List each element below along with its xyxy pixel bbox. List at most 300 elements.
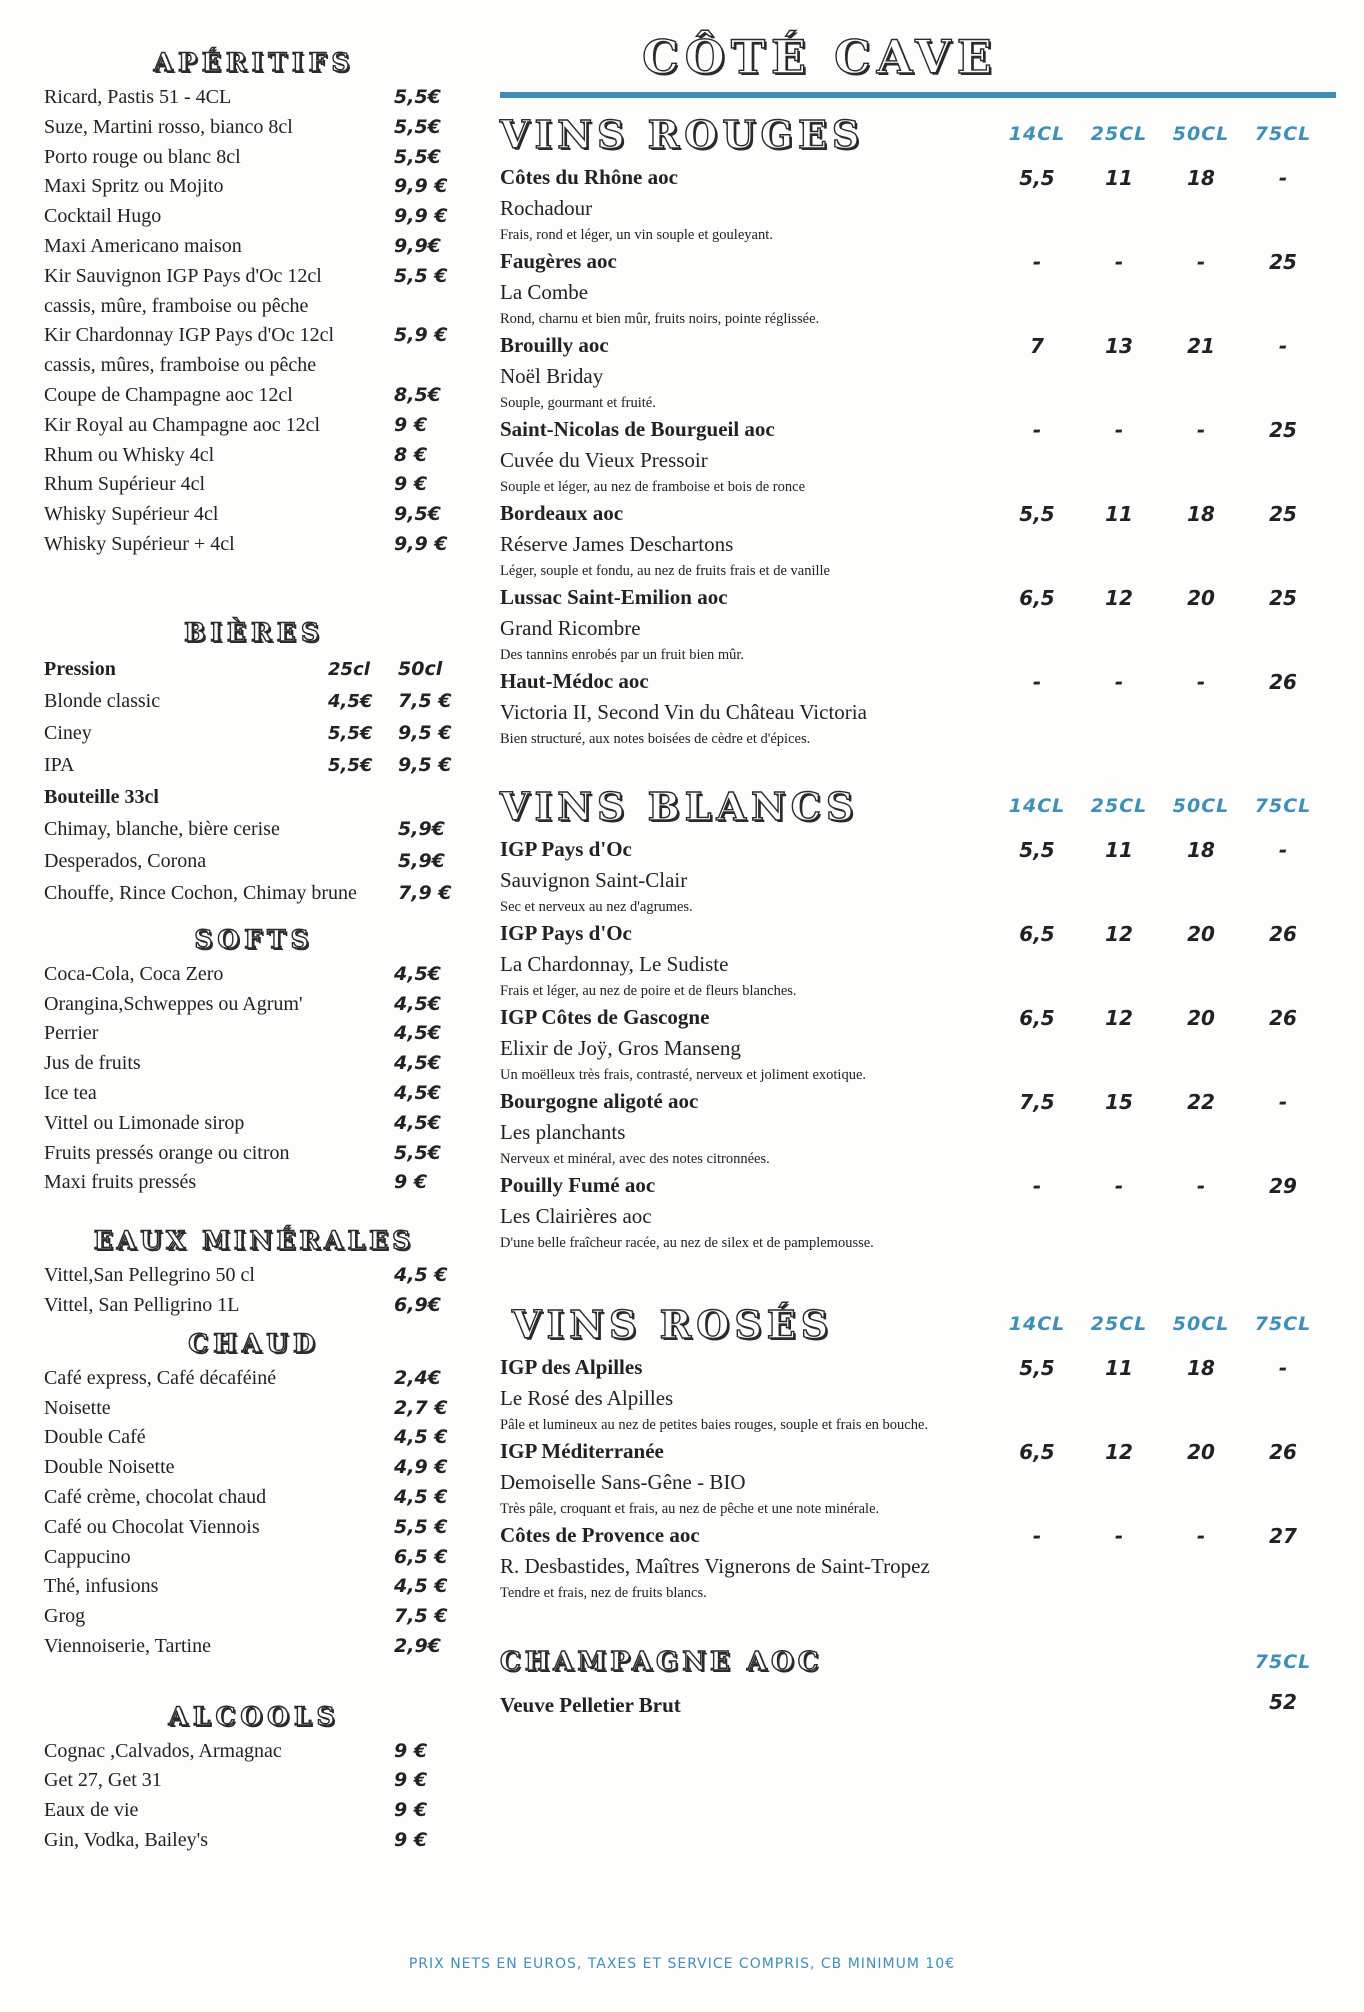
item-name: Grog bbox=[44, 1605, 86, 1628]
item-price: 5,5 € bbox=[394, 1515, 448, 1538]
menu-item bbox=[44, 1019, 464, 1049]
item-price: 2,7 € bbox=[394, 1396, 448, 1419]
wine-price: 5,5 bbox=[1019, 502, 1055, 526]
wine-cuvee: Elixir de Joÿ, Gros Manseng bbox=[500, 1036, 741, 1060]
wine-appellation: Brouilly aoc bbox=[500, 333, 609, 357]
wine-price: 7 bbox=[1030, 334, 1044, 358]
item-name: Kir Royal au Champagne aoc 12cl bbox=[44, 413, 321, 436]
champagne-item bbox=[500, 1690, 1336, 1726]
champagne-prices bbox=[996, 1690, 1336, 1714]
item-price: 9,9€ bbox=[394, 234, 441, 257]
wine-price: 12 bbox=[1105, 586, 1133, 610]
item-name: Cocktail Hugo bbox=[44, 205, 162, 228]
wine-price: 25 bbox=[1269, 418, 1297, 442]
wine-item bbox=[500, 162, 1336, 246]
wine-prices bbox=[996, 166, 1336, 190]
menu-item bbox=[44, 83, 464, 113]
wine-price: - bbox=[1278, 334, 1288, 358]
rouges-list bbox=[500, 162, 1336, 750]
wine-price: - bbox=[1114, 1174, 1124, 1198]
item-name: Kir Chardonnay IGP Pays d'Oc 12cl bbox=[44, 324, 335, 347]
wine-item bbox=[500, 918, 1336, 1002]
beer-pression-header bbox=[44, 653, 464, 685]
beer-price: 5,9€ bbox=[398, 849, 445, 872]
menu-item bbox=[44, 321, 464, 351]
wine-price: 6,5 bbox=[1019, 1440, 1055, 1464]
menu-item bbox=[44, 1543, 464, 1573]
eaux-list bbox=[44, 1261, 464, 1321]
item-price: 9,9 € bbox=[394, 175, 448, 198]
item-price: 9 € bbox=[394, 1829, 428, 1852]
wine-item bbox=[500, 582, 1336, 666]
wine-price: - bbox=[1196, 250, 1206, 274]
wine-price: 12 bbox=[1105, 1440, 1133, 1464]
item-price: 4,5 € bbox=[394, 1575, 448, 1598]
wine-description: Nerveux et minéral, avec des notes citronnées. bbox=[500, 1151, 770, 1167]
menu-item bbox=[44, 441, 464, 471]
wine-cuvee: Le Rosé des Alpilles bbox=[500, 1386, 674, 1410]
item-price: 9 € bbox=[394, 473, 428, 496]
wine-price: 25 bbox=[1269, 502, 1297, 526]
item-name: Rhum Supérieur 4cl bbox=[44, 473, 206, 496]
item-price: 5,5€ bbox=[394, 1141, 441, 1164]
wine-appellation: Faugères aoc bbox=[500, 249, 617, 273]
item-price: 9 € bbox=[394, 1799, 428, 1822]
menu-item bbox=[44, 1483, 464, 1513]
item-price: 4,5€ bbox=[394, 992, 441, 1015]
wine-prices bbox=[996, 1174, 1336, 1198]
menu-item bbox=[44, 1109, 464, 1139]
item-price: 5,5€ bbox=[394, 115, 441, 138]
bouteille-list bbox=[44, 813, 464, 909]
roses-list bbox=[500, 1352, 1336, 1604]
menu-item bbox=[44, 232, 464, 262]
item-name: Café express, Café décaféiné bbox=[44, 1366, 277, 1389]
wine-price: 29 bbox=[1269, 1174, 1297, 1198]
wine-price: 11 bbox=[1105, 166, 1133, 190]
bouteille-label: Bouteille 33cl bbox=[44, 785, 159, 808]
menu-item bbox=[44, 411, 464, 441]
item-subline: cassis, mûres, framboise ou pêche bbox=[44, 354, 317, 377]
wine-price: - bbox=[1196, 1174, 1206, 1198]
wine-price: 18 bbox=[1187, 1356, 1215, 1380]
beer-price-50cl: 9,5 € bbox=[398, 753, 452, 776]
wine-description: Des tannins enrobés par un fruit bien mûr. bbox=[500, 647, 745, 663]
wine-appellation: Bordeaux aoc bbox=[500, 501, 624, 525]
wine-description: Bien structuré, aux notes boisées de cèdre et d'épices. bbox=[500, 731, 811, 747]
menu-item bbox=[44, 1766, 464, 1796]
wine-prices bbox=[996, 1356, 1336, 1380]
chaud-list bbox=[44, 1364, 464, 1662]
champagne-title: CHAMPAGNE AOC bbox=[500, 1647, 823, 1677]
beer-item bbox=[44, 877, 464, 909]
menu-item bbox=[44, 1139, 464, 1169]
beer-price-25cl: 5,5€ bbox=[328, 754, 373, 776]
wine-price: 6,5 bbox=[1019, 922, 1055, 946]
wine-appellation: Côtes du Rhône aoc bbox=[500, 165, 678, 189]
item-price: 5,5 € bbox=[394, 264, 448, 287]
beer-price: 5,9€ bbox=[398, 817, 445, 840]
item-price: 4,5€ bbox=[394, 1111, 441, 1134]
wine-item bbox=[500, 666, 1336, 750]
wine-price: 21 bbox=[1187, 334, 1215, 358]
size-75cl: 75CL bbox=[1254, 1313, 1312, 1335]
wine-cuvee: Noël Briday bbox=[500, 364, 604, 388]
wine-description: Tendre et frais, nez de fruits blancs. bbox=[500, 1585, 707, 1601]
item-price: 4,5€ bbox=[394, 1081, 441, 1104]
wine-price: 26 bbox=[1269, 1006, 1297, 1030]
alcools-title: ALCOOLS bbox=[168, 1701, 340, 1731]
bieres-title: BIÈRES bbox=[184, 617, 324, 647]
wine-price: 12 bbox=[1105, 922, 1133, 946]
blancs-header bbox=[500, 778, 1336, 834]
item-name: Viennoiserie, Tartine bbox=[44, 1634, 211, 1657]
menu-item bbox=[44, 1602, 464, 1632]
size-14cl: 14CL bbox=[1008, 1313, 1066, 1335]
item-price: 9,9 € bbox=[394, 532, 448, 555]
wine-appellation: Haut-Médoc aoc bbox=[500, 669, 649, 693]
wine-appellation: IGP Pays d'Oc bbox=[500, 837, 632, 861]
wine-price: - bbox=[1278, 1090, 1288, 1114]
size-25cl: 25CL bbox=[1090, 795, 1148, 817]
beer-name: Blonde classic bbox=[44, 689, 161, 712]
wine-cuvee: Sauvignon Saint-Clair bbox=[500, 868, 688, 892]
wine-price: 11 bbox=[1105, 838, 1133, 862]
wine-prices bbox=[996, 502, 1336, 526]
item-price: 4,5€ bbox=[394, 962, 441, 985]
wine-appellation: IGP Pays d'Oc bbox=[500, 921, 632, 945]
wine-description: Frais et léger, au nez de poire et de fleurs blanches. bbox=[500, 983, 797, 999]
wine-item bbox=[500, 1002, 1336, 1086]
wine-price: 7,5 bbox=[1019, 1090, 1055, 1114]
item-name: Get 27, Get 31 bbox=[44, 1769, 162, 1792]
size-50cl: 50CL bbox=[1172, 795, 1230, 817]
wine-price: 12 bbox=[1105, 1006, 1133, 1030]
wine-price: - bbox=[1278, 166, 1288, 190]
wine-price: 18 bbox=[1187, 502, 1215, 526]
right-column bbox=[500, 30, 1336, 1726]
menu-item bbox=[44, 1394, 464, 1424]
wine-prices bbox=[996, 334, 1336, 358]
softs-title: SOFTS bbox=[194, 924, 314, 954]
wine-price: - bbox=[1032, 1174, 1042, 1198]
wine-price: 20 bbox=[1187, 1440, 1215, 1464]
aperitifs-list bbox=[44, 83, 464, 560]
rouges-sizes bbox=[996, 123, 1336, 145]
wine-price: 26 bbox=[1269, 922, 1297, 946]
item-name: Vittel, San Pelligrino 1L bbox=[44, 1293, 240, 1316]
item-price: 4,5€ bbox=[394, 1022, 441, 1045]
beer-price-50cl: 9,5 € bbox=[398, 721, 452, 744]
wine-price: 22 bbox=[1187, 1090, 1215, 1114]
wine-price: 20 bbox=[1187, 922, 1215, 946]
softs-list bbox=[44, 960, 464, 1198]
item-name: Ice tea bbox=[44, 1081, 97, 1104]
wine-price: 13 bbox=[1105, 334, 1133, 358]
menu-item bbox=[44, 1423, 464, 1453]
wine-price: - bbox=[1114, 418, 1124, 442]
wine-description: Léger, souple et fondu, au nez de fruits frais et de vanille bbox=[500, 563, 830, 579]
wine-price: - bbox=[1114, 250, 1124, 274]
item-price: 2,9€ bbox=[394, 1634, 441, 1657]
menu-item bbox=[44, 1796, 464, 1826]
wine-price: - bbox=[1114, 670, 1124, 694]
wine-price: 5,5 bbox=[1019, 166, 1055, 190]
size-75cl: 75CL bbox=[1254, 795, 1312, 817]
wine-item bbox=[500, 834, 1336, 918]
item-name: Whisky Supérieur + 4cl bbox=[44, 532, 235, 555]
item-name: Fruits pressés orange ou citron bbox=[44, 1141, 290, 1164]
item-name: Café ou Chocolat Viennois bbox=[44, 1515, 260, 1538]
item-price: 5,5€ bbox=[394, 86, 441, 108]
wine-cuvee: Rochadour bbox=[500, 196, 593, 220]
menu-item bbox=[44, 1572, 464, 1602]
menu-item bbox=[44, 1364, 464, 1394]
wine-item bbox=[500, 330, 1336, 414]
champagne-price: 52 bbox=[1269, 1690, 1297, 1714]
alcools-list bbox=[44, 1737, 464, 1856]
wine-cuvee: Les planchants bbox=[500, 1120, 626, 1144]
beer-col2-label: 50cl bbox=[398, 657, 443, 680]
size-14cl: 14CL bbox=[1008, 795, 1066, 817]
beer-price-50cl: 7,5 € bbox=[398, 689, 452, 712]
item-price: 9,5€ bbox=[394, 503, 441, 526]
item-name: Gin, Vodka, Bailey's bbox=[44, 1829, 208, 1852]
wine-price: 6,5 bbox=[1019, 1006, 1055, 1030]
wine-price: - bbox=[1032, 250, 1042, 274]
beer-item bbox=[44, 749, 464, 781]
item-subline: cassis, mûre, framboise ou pêche bbox=[44, 294, 309, 317]
beer-price: 7,9 € bbox=[398, 881, 452, 904]
wine-description: Frais, rond et léger, un vin souple et gouleyant. bbox=[500, 227, 773, 243]
item-price: 9 € bbox=[394, 1769, 428, 1792]
menu-item bbox=[44, 1291, 464, 1321]
wine-description: Un moëlleux très frais, contrasté, nerveux et joliment exotique. bbox=[500, 1067, 867, 1083]
beer-name: Chimay, blanche, bière cerise bbox=[44, 817, 280, 840]
menu-item bbox=[44, 143, 464, 173]
wine-cuvee: Réserve James Deschartons bbox=[500, 532, 734, 556]
beer-col1-label: 25cl bbox=[328, 658, 370, 680]
item-price: 4,5 € bbox=[394, 1426, 448, 1449]
wine-price: - bbox=[1196, 418, 1206, 442]
wine-price: 27 bbox=[1269, 1524, 1297, 1548]
wine-price: 26 bbox=[1269, 1440, 1297, 1464]
menu-item bbox=[44, 1826, 464, 1856]
item-name: Double Café bbox=[44, 1426, 146, 1449]
size-25cl: 25CL bbox=[1090, 123, 1148, 145]
size-14cl: 14CL bbox=[1008, 123, 1066, 145]
pression-list bbox=[44, 685, 464, 781]
champagne-header bbox=[500, 1634, 1336, 1690]
title-rule bbox=[500, 92, 1336, 98]
wine-description: Souple et léger, au nez de framboise et bois de ronce bbox=[500, 479, 806, 495]
item-price: 4,5 € bbox=[394, 1264, 448, 1287]
wine-prices bbox=[996, 922, 1336, 946]
wine-item bbox=[500, 1170, 1336, 1254]
wine-price: - bbox=[1196, 670, 1206, 694]
size-75cl: 75CL bbox=[1254, 1651, 1312, 1673]
item-name: Jus de fruits bbox=[44, 1052, 141, 1075]
item-price: 5,9 € bbox=[394, 324, 448, 347]
item-price: 6,9€ bbox=[394, 1293, 441, 1316]
wine-price: 25 bbox=[1269, 586, 1297, 610]
beer-price-25cl: 4,5€ bbox=[328, 690, 373, 712]
menu-item bbox=[44, 1168, 464, 1198]
wine-price: - bbox=[1114, 1524, 1124, 1548]
menu-item bbox=[44, 960, 464, 990]
wine-cuvee: Demoiselle Sans-Gêne - BIO bbox=[500, 1470, 746, 1494]
wine-appellation: IGP des Alpilles bbox=[500, 1355, 643, 1379]
wine-price: 18 bbox=[1187, 166, 1215, 190]
wine-price: - bbox=[1278, 838, 1288, 862]
champagne-sizes bbox=[996, 1651, 1336, 1673]
wine-prices bbox=[996, 1524, 1336, 1548]
item-name: Kir Sauvignon IGP Pays d'Oc 12cl bbox=[44, 264, 322, 287]
aperitifs-title: APÉRITIFS bbox=[153, 48, 355, 77]
item-name: Coca-Cola, Coca Zero bbox=[44, 962, 224, 985]
menu-item bbox=[44, 381, 464, 411]
wine-price: 20 bbox=[1187, 586, 1215, 610]
wine-price: - bbox=[1032, 1524, 1042, 1548]
menu-item bbox=[44, 1513, 464, 1543]
wine-price: 20 bbox=[1187, 1006, 1215, 1030]
wine-prices bbox=[996, 1440, 1336, 1464]
item-name: Eaux de vie bbox=[44, 1799, 139, 1822]
item-price: 8 € bbox=[394, 443, 428, 466]
menu-item bbox=[44, 1453, 464, 1483]
size-50cl: 50CL bbox=[1172, 1313, 1230, 1335]
item-name: Porto rouge ou blanc 8cl bbox=[44, 145, 241, 168]
menu-item bbox=[44, 1632, 464, 1662]
wine-price: 5,5 bbox=[1019, 1356, 1055, 1380]
size-25cl: 25CL bbox=[1090, 1313, 1148, 1335]
item-price: 5,5€ bbox=[394, 145, 441, 168]
wine-prices bbox=[996, 838, 1336, 862]
size-75cl: 75CL bbox=[1254, 123, 1312, 145]
menu-item bbox=[44, 990, 464, 1020]
chaud-title: CHAUD bbox=[188, 1328, 320, 1358]
item-price: 6,5 € bbox=[394, 1545, 448, 1568]
beer-item bbox=[44, 813, 464, 845]
beer-name: IPA bbox=[44, 753, 75, 776]
item-name: Maxi Americano maison bbox=[44, 234, 242, 257]
beer-name: Ciney bbox=[44, 721, 92, 744]
rouges-title: VINS ROUGES bbox=[500, 111, 865, 157]
wine-item bbox=[500, 498, 1336, 582]
item-name: Ricard, Pastis 51 - 4CL bbox=[44, 86, 232, 108]
item-name: Orangina,Schweppes ou Agrum' bbox=[44, 992, 303, 1015]
item-price: 9,9 € bbox=[394, 205, 448, 228]
wine-price: - bbox=[1032, 670, 1042, 694]
wine-description: Pâle et lumineux au nez de petites baies rouges, souple et frais en bouche. bbox=[500, 1417, 929, 1433]
menu-item bbox=[44, 1079, 464, 1109]
item-name: Café crème, chocolat chaud bbox=[44, 1485, 267, 1508]
wine-cuvee: La Combe bbox=[500, 280, 589, 304]
item-name: Maxi fruits pressés bbox=[44, 1171, 197, 1194]
item-price: 2,4€ bbox=[394, 1366, 441, 1389]
item-name: Cappucino bbox=[44, 1545, 131, 1568]
item-price: 4,5 € bbox=[394, 1485, 448, 1508]
wine-item bbox=[500, 1086, 1336, 1170]
wine-description: D'une belle fraîcheur racée, au nez de silex et de pamplemousse. bbox=[500, 1235, 874, 1251]
menu-item bbox=[44, 1049, 464, 1079]
item-name: Double Noisette bbox=[44, 1456, 175, 1479]
left-column bbox=[44, 48, 464, 1856]
wine-price: - bbox=[1196, 1524, 1206, 1548]
beer-price-25cl: 5,5€ bbox=[328, 722, 373, 744]
size-50cl: 50CL bbox=[1172, 123, 1230, 145]
beer-item bbox=[44, 685, 464, 717]
wine-price: 15 bbox=[1105, 1090, 1133, 1114]
cave-title: CÔTÉ CAVE bbox=[642, 30, 998, 84]
beer-item bbox=[44, 845, 464, 877]
wine-appellation: IGP Méditerranée bbox=[500, 1439, 664, 1463]
wine-price: 26 bbox=[1269, 670, 1297, 694]
item-name: Noisette bbox=[44, 1396, 111, 1419]
rouges-header bbox=[500, 106, 1336, 162]
wine-appellation: Lussac Saint-Emilion aoc bbox=[500, 585, 728, 609]
menu-item bbox=[44, 530, 464, 560]
wine-appellation: Saint-Nicolas de Bourgueil aoc bbox=[500, 417, 775, 441]
wine-appellation: Pouilly Fumé aoc bbox=[500, 1173, 656, 1197]
beer-item bbox=[44, 717, 464, 749]
menu-item bbox=[44, 202, 464, 232]
item-price: 9 € bbox=[394, 1171, 428, 1194]
roses-header bbox=[500, 1296, 1336, 1352]
wine-price: 6,5 bbox=[1019, 586, 1055, 610]
pression-label: Pression bbox=[44, 657, 116, 680]
blancs-title: VINS BLANCS bbox=[500, 783, 859, 829]
blancs-sizes bbox=[996, 795, 1336, 817]
wine-prices bbox=[996, 1090, 1336, 1114]
item-price: 9 € bbox=[394, 1739, 428, 1762]
wine-cuvee: Les Clairières aoc bbox=[500, 1204, 652, 1228]
item-name: Coupe de Champagne aoc 12cl bbox=[44, 383, 293, 406]
item-name: Vittel ou Limonade sirop bbox=[44, 1111, 245, 1134]
item-price: 4,5€ bbox=[394, 1052, 441, 1075]
wine-cuvee: La Chardonnay, Le Sudiste bbox=[500, 952, 729, 976]
wine-price: - bbox=[1278, 1356, 1288, 1380]
wine-price: 18 bbox=[1187, 838, 1215, 862]
wine-item bbox=[500, 1436, 1336, 1520]
beer-name: Chouffe, Rince Cochon, Chimay brune bbox=[44, 881, 357, 904]
wine-appellation: IGP Côtes de Gascogne bbox=[500, 1005, 710, 1029]
menu-item bbox=[44, 470, 464, 500]
roses-title: VINS ROSÉS bbox=[512, 1301, 834, 1347]
wine-item bbox=[500, 1520, 1336, 1604]
item-name: Thé, infusions bbox=[44, 1575, 159, 1598]
menu-item bbox=[44, 1261, 464, 1291]
wine-cuvee: Cuvée du Vieux Pressoir bbox=[500, 448, 708, 472]
item-price: 4,9 € bbox=[394, 1456, 448, 1479]
wine-price: 5,5 bbox=[1019, 838, 1055, 862]
beer-name: Desperados, Corona bbox=[44, 849, 207, 872]
roses-sizes bbox=[996, 1313, 1336, 1335]
wine-price: - bbox=[1032, 418, 1042, 442]
footer-note: PRIX NETS EN EUROS, TAXES ET SERVICE COMPRIS, CB MINIMUM 10€ bbox=[408, 1956, 956, 1972]
wine-description: Rond, charnu et bien mûr, fruits noirs, pointe réglissée. bbox=[500, 311, 820, 327]
wine-appellation: Bourgogne aligoté aoc bbox=[500, 1089, 699, 1113]
item-name: Vittel,San Pellegrino 50 cl bbox=[44, 1264, 255, 1287]
blancs-list bbox=[500, 834, 1336, 1254]
wine-item bbox=[500, 414, 1336, 498]
item-name: Whisky Supérieur 4cl bbox=[44, 503, 219, 526]
wine-description: Très pâle, croquant et frais, au nez de pêche et une note minérale. bbox=[500, 1501, 880, 1517]
item-name: Rhum ou Whisky 4cl bbox=[44, 443, 215, 466]
wine-appellation: Côtes de Provence aoc bbox=[500, 1523, 700, 1547]
champagne-name: Veuve Pelletier Brut bbox=[500, 1693, 681, 1717]
wine-item bbox=[500, 246, 1336, 330]
